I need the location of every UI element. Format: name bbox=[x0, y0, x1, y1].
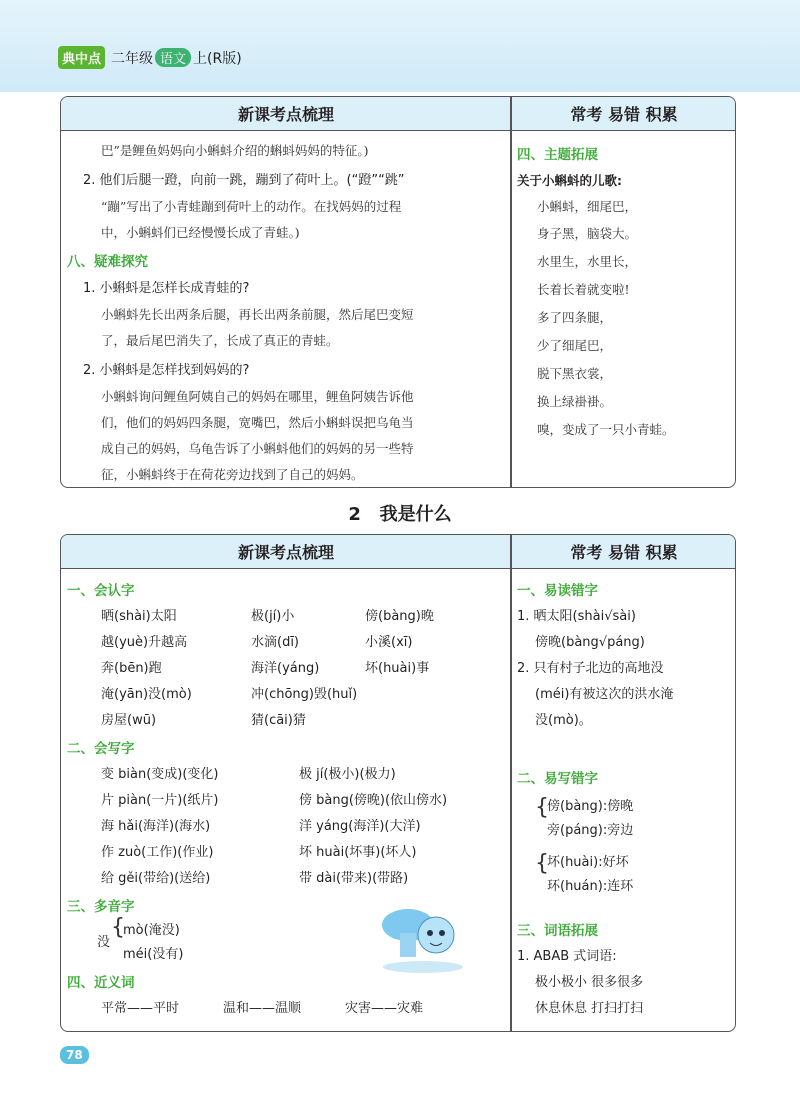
char-item: 房屋(wū) bbox=[101, 713, 157, 728]
char-item: 奔(bēn)跑 bbox=[101, 661, 162, 676]
bottom-right-title: 常考 易错 积累 bbox=[511, 535, 736, 569]
pair-bracket: { bbox=[535, 851, 549, 876]
char-item: 猜(cāi)猜 bbox=[251, 713, 306, 728]
right-item: 傍(bàng):傍晚 bbox=[547, 799, 634, 814]
section-heading: 二、易写错字 bbox=[517, 771, 598, 787]
text-line: “蹦”写出了小青蛙蹦到荷叶上的动作。在找妈妈的过程 bbox=[101, 199, 402, 214]
page-number: 78 bbox=[60, 1046, 89, 1064]
answer-line: 了，最后尾巴消失了，长成了真正的青蛙。 bbox=[101, 333, 339, 348]
right-item: 极小极小 很多很多 bbox=[535, 975, 644, 990]
lesson-number: 2 bbox=[348, 504, 361, 525]
right-item: 休息休息 打扫打扫 bbox=[535, 1001, 644, 1016]
top-left-title: 新课考点梳理 bbox=[61, 97, 511, 131]
write-item: 洋 yáng(海洋)(大洋) bbox=[299, 819, 421, 834]
answer-line: 们，他们的妈妈四条腿，宽嘴巴，然后小蝌蚪误把乌龟当 bbox=[101, 415, 414, 430]
song-line: 水里生，水里长， bbox=[537, 254, 638, 269]
right-item: 1. 晒太阳(shài√sài) bbox=[517, 609, 636, 624]
char-item: 冲(chōng)毁(huǐ) bbox=[251, 687, 358, 702]
right-item: 没(mò)。 bbox=[535, 713, 592, 728]
char-item: 海洋(yáng) bbox=[251, 661, 320, 676]
synonym-pair: 平常——平时 bbox=[101, 1001, 180, 1016]
answer-line: 成自己的妈妈，乌龟告诉了小蝌蚪他们的妈妈的另一些特 bbox=[101, 441, 414, 456]
volume-label: 上(R版) bbox=[193, 50, 242, 67]
section-heading: 一、易读错字 bbox=[517, 583, 598, 599]
char-item: 极(jí)小 bbox=[251, 609, 295, 624]
song-title: 关于小蝌蚪的儿歌: bbox=[517, 173, 622, 188]
question-1: 1. 小蝌蚪是怎样长成青蛙的? bbox=[83, 281, 250, 296]
lesson-title bbox=[0, 500, 800, 526]
section-heading: 四、主题拓展 bbox=[517, 147, 598, 163]
char-item: 坏(huài)事 bbox=[365, 661, 430, 676]
cartoon-mascot-image bbox=[378, 895, 468, 975]
poly-char: 没 bbox=[97, 935, 111, 950]
write-item: 带 dài(带来)(带路) bbox=[299, 871, 409, 886]
top-divider bbox=[510, 97, 512, 487]
right-item: 傍晚(bàng√páng) bbox=[535, 635, 645, 650]
section-heading: 四、近义词 bbox=[67, 975, 135, 991]
write-item: 极 jí(极小)(极力) bbox=[299, 767, 396, 782]
pair-bracket: { bbox=[535, 795, 549, 820]
section-heading: 一、会认字 bbox=[67, 583, 135, 599]
answer-line: 征，小蝌蚪终于在荷花旁边找到了自己的妈妈。 bbox=[101, 467, 364, 482]
write-item: 坏 huài(坏事)(坏人) bbox=[299, 845, 417, 860]
section-heading: 三、多音字 bbox=[67, 899, 135, 915]
answer-line: 小蝌蚪先长出两条后腿，再长出两条前腿，然后尾巴变短 bbox=[101, 307, 414, 322]
char-item: 傍(bàng)晚 bbox=[365, 609, 434, 624]
section-heading: 二、会写字 bbox=[67, 741, 135, 757]
lesson-name: 我是什么 bbox=[379, 504, 452, 525]
brand-logo: 典中点 bbox=[58, 46, 105, 69]
right-item: (méi)有被这次的洪水淹 bbox=[535, 687, 674, 702]
song-line: 脱下黑衣裳， bbox=[537, 366, 613, 381]
synonym-pair: 灾害——灾难 bbox=[345, 1001, 424, 1016]
bottom-left-title: 新课考点梳理 bbox=[61, 535, 511, 569]
right-item: 1. ABAB 式词语: bbox=[517, 949, 617, 964]
poly-bracket: { bbox=[111, 915, 125, 940]
top-right-title: 常考 易错 积累 bbox=[511, 97, 736, 131]
question-2: 2. 小蝌蚪是怎样找到妈妈的? bbox=[83, 363, 250, 378]
text-line: 中，小蝌蚪们已经慢慢长成了青蛙。) bbox=[101, 225, 300, 240]
right-item: 2. 只有村子北边的高地没 bbox=[517, 661, 664, 676]
poly-reading: méi(没有) bbox=[123, 947, 184, 962]
header-brand bbox=[58, 46, 242, 69]
song-line: 多了四条腿， bbox=[537, 310, 613, 325]
poly-reading: mò(淹没) bbox=[123, 923, 180, 938]
right-item: 环(huán):连环 bbox=[547, 879, 634, 894]
char-item: 小溪(xī) bbox=[365, 635, 413, 650]
grade-label: 二年级 bbox=[111, 50, 154, 67]
right-item: 旁(páng):旁边 bbox=[547, 823, 634, 838]
write-item: 片 piàn(一片)(纸片) bbox=[101, 793, 219, 808]
song-line: 小蝌蚪，细尾巴， bbox=[537, 199, 638, 214]
section-heading: 三、词语拓展 bbox=[517, 923, 598, 939]
item-2: 2. 他们后腿一蹬，向前一跳，蹦到了荷叶上。(“蹬”“跳” bbox=[83, 173, 405, 188]
write-item: 海 hǎi(海洋)(海水) bbox=[101, 819, 211, 834]
song-line: 少了细尾巴， bbox=[537, 338, 613, 353]
char-item: 越(yuè)升越高 bbox=[101, 635, 188, 650]
right-item: 坏(huài):好坏 bbox=[547, 855, 629, 870]
write-item: 变 biàn(变成)(变化) bbox=[101, 767, 219, 782]
synonym-pair: 温和——温顺 bbox=[223, 1001, 302, 1016]
song-line: 换上绿褂褂。 bbox=[537, 394, 613, 409]
bottom-divider bbox=[510, 535, 512, 1031]
char-item: 淹(yān)没(mò) bbox=[101, 687, 192, 702]
subject-badge: 语文 bbox=[155, 48, 191, 67]
char-item: 晒(shài)太阳 bbox=[101, 609, 177, 624]
song-line: 嗅，变成了一只小青蛙。 bbox=[537, 422, 675, 437]
char-item: 水滴(dī) bbox=[251, 635, 300, 650]
answer-line: 小蝌蚪询问鲤鱼阿姨自己的妈妈在哪里，鲤鱼阿姨告诉他 bbox=[101, 389, 414, 404]
text-line: 巴”是鲤鱼妈妈向小蝌蚪介绍的蝌蚪妈妈的特征。) bbox=[101, 143, 369, 158]
write-item: 作 zuò(工作)(作业) bbox=[101, 845, 214, 860]
write-item: 给 gěi(带给)(送给) bbox=[101, 871, 211, 886]
song-line: 身子黑，脑袋大。 bbox=[537, 226, 638, 241]
song-line: 长着长着就变啦! bbox=[537, 282, 630, 297]
top-panel bbox=[60, 96, 736, 488]
write-item: 傍 bàng(傍晚)(依山傍水) bbox=[299, 793, 448, 808]
section-heading: 八、疑难探究 bbox=[67, 254, 148, 270]
